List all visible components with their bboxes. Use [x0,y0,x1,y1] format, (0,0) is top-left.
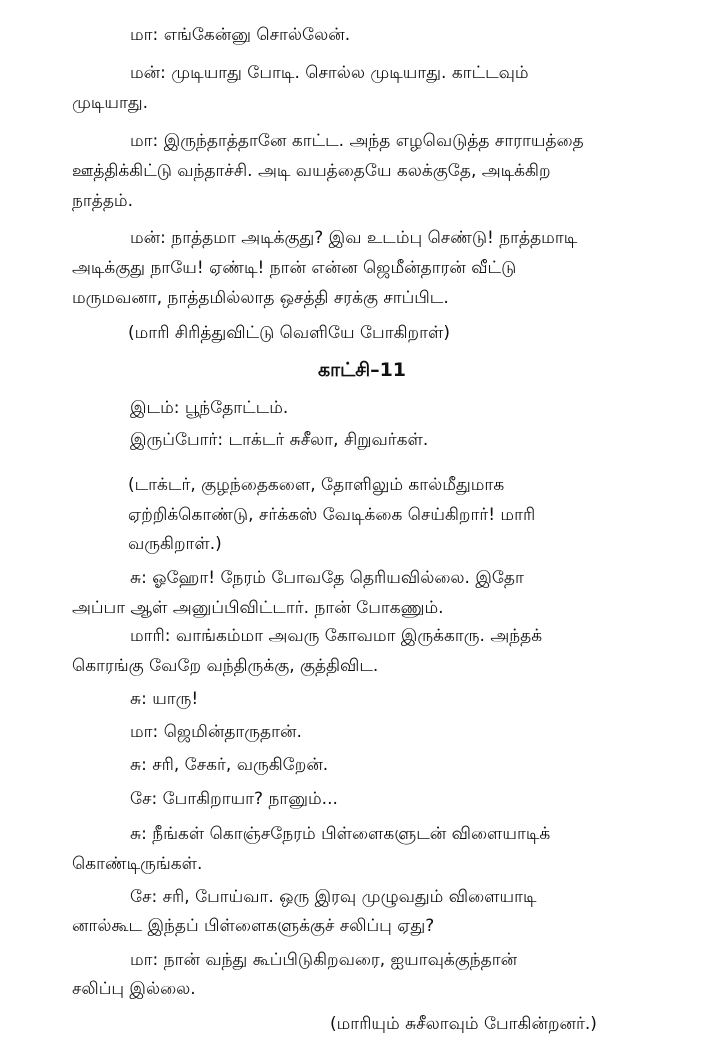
text-line: மா: நான் வந்து கூப்பிடுகிறவரை, ஐயாவுக்குந்தான் [130,950,518,970]
text-line: மருமவனா, நாத்தமில்லாத ஒசத்தி சரக்கு சாப்பிட. [72,288,449,308]
text-line: அப்பா ஆள் அனுப்பிவிட்டார். நான் போகணும். [72,598,444,618]
stage-direction: (மாரியும் சுசீலாவும் போகின்றனர்.) [330,1014,597,1034]
text-line: முடியாது. [72,93,149,113]
text-line: மன்: முடியாது போடி. சொல்ல முடியாது. காட்டவும் [130,63,529,83]
text-line: மா: எங்கேன்னு சொல்லேன். [130,25,351,45]
text-line: சே: போகிறாயா? நானும்... [130,789,338,809]
text-line: கொண்டிருங்கள். [72,854,203,874]
stage-direction: (மாரி சிரித்துவிட்டு வெளியே போகிறாள்) [128,323,450,343]
text-line: சே: சரி, போய்வா. ஒரு இரவு முழுவதும் விளையாடி [130,887,537,907]
text-line: சு: ஓஹோ! நேரம் போவதே தெரியவில்லை. இதோ [130,568,524,588]
stage-direction: ஏற்றிக்கொண்டு, சர்க்கஸ் வேடிக்கை செய்கிறார்! மாரி [128,505,536,525]
stage-direction: வருகிறாள்.) [128,534,222,554]
scene-heading: காட்சி–11 [318,359,407,381]
text-line: மாரி: வாங்கம்மா அவரு கோவமா இருக்காரு. அந்தக் [130,626,543,646]
text-line: இருப்போர்: டாக்டர் சுசீலா, சிறுவர்கள். [130,430,429,450]
text-line: இடம்: பூந்தோட்டம். [130,398,289,418]
text-line: சு: சரி, சேகர், வருகிறேன். [130,755,329,775]
text-line: சு: யாரு! [130,689,199,709]
text-line: அடிக்குது நாயே! ஏண்டி! நான் என்ன ஜெமீன்தாரன் வீட்டு [72,258,517,278]
text-line: சலிப்பு இல்லை. [72,979,196,999]
text-line: சு: நீங்கள் கொஞ்சநேரம் பிள்ளைகளுடன் விளையாடிக் [130,824,551,844]
stage-direction: (டாக்டர், குழந்தைகளை, தோளிலும் கால்மீதுமாக [128,475,505,495]
text-line: மன்: நாத்தமா அடிக்குது? இவ உடம்பு செண்டு! நாத்தமாடி [130,228,578,248]
text-line: ஊத்திக்கிட்டு வந்தாச்சி. அடி வயத்தையே கலக்குதே, அடிக்கிற [72,161,551,181]
text-line: மா: இருந்தாத்தானே காட்ட. அந்த எழவெடுத்த சாராயத்தை [130,131,584,151]
text-line: மா: ஜெமின்தாருதான். [130,722,302,742]
text-line: நாத்தம். [72,191,134,211]
text-line: கொரங்கு வேறே வந்திருக்கு, குத்திவிட. [72,656,379,676]
text-line: னால்கூட இந்தப் பிள்ளைகளுக்குச் சலிப்பு ஏது? [72,916,435,936]
